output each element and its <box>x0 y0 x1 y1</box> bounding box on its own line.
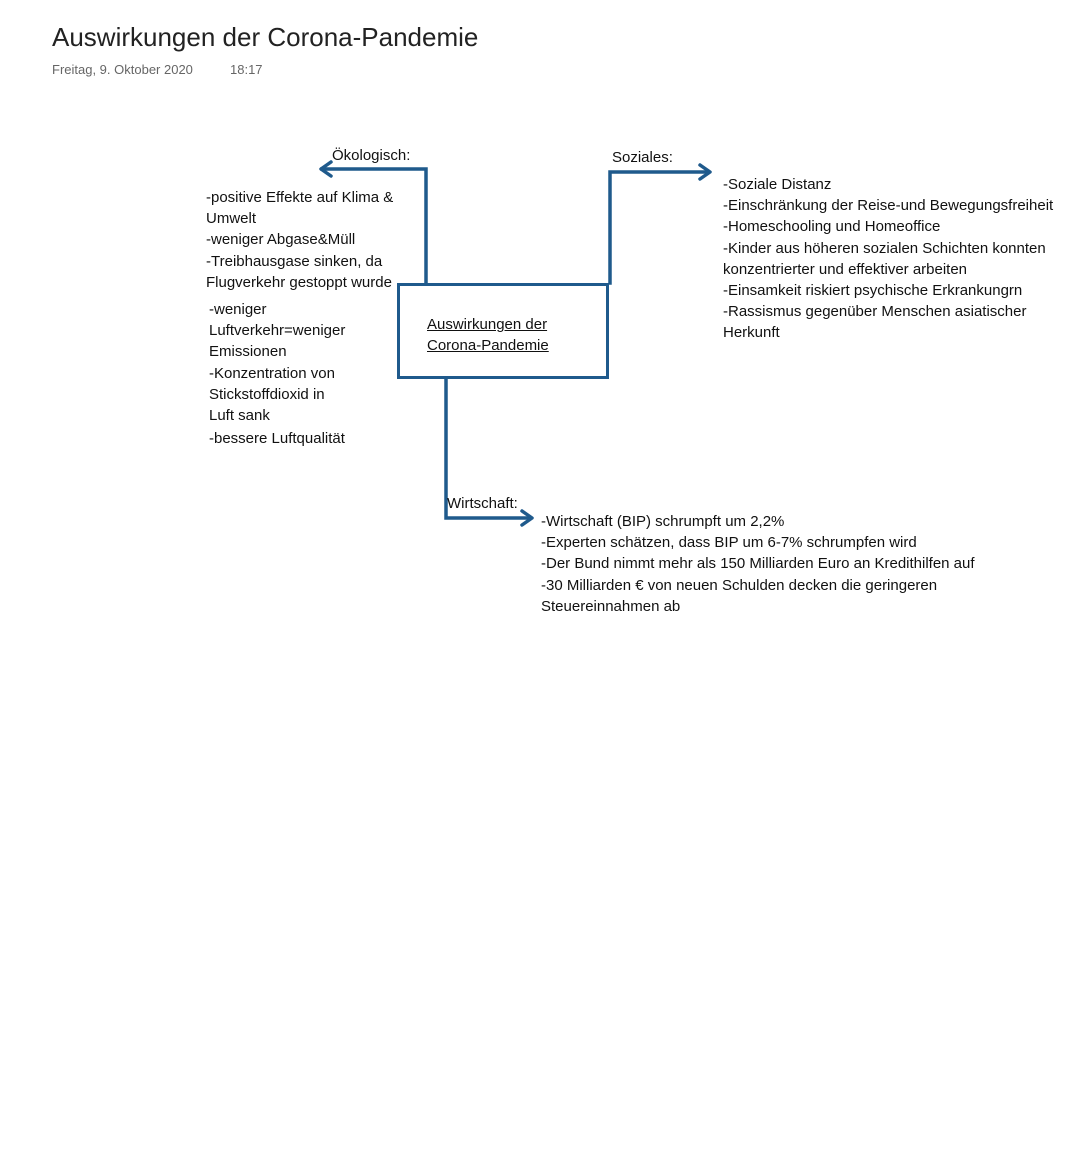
note-item: -positive Effekte auf Klima & Umwelt <box>206 189 394 228</box>
connector-soziales <box>610 172 708 283</box>
note-item: -Treibhausgase sinken, da Flugverkehr gestoppt wurde <box>206 252 392 291</box>
notes-wirtschaft <box>541 511 1041 617</box>
arrowhead-soziales <box>700 165 710 179</box>
page-date: Freitag, 9. Oktober 2020 <box>52 62 193 77</box>
page-time: 18:17 <box>230 62 263 77</box>
note-item: -Der Bund nimmt mehr als 150 Milliarden Euro an Kredithilfen auf <box>541 555 975 573</box>
center-node <box>397 283 609 379</box>
note-item: -Experten schätzen, dass BIP um 6-7% schrumpfen wird <box>541 534 917 552</box>
arrowhead-oekologisch <box>321 162 331 176</box>
label-wirtschaft: Wirtschaft: <box>447 495 518 512</box>
center-node-label: Auswirkungen der Corona-Pandemie <box>427 316 549 354</box>
note-item: -weniger Luftverkehr=weniger Emissionen <box>209 301 346 361</box>
note-item: -Konzentration von Stickstoffdioxid in Luft sank <box>209 364 335 425</box>
note-item: -Wirtschaft (BIP) schrumpft um 2,2% <box>541 513 785 530</box>
notes-oekologisch-b <box>209 299 349 449</box>
note-item: -Soziale Distanz <box>723 176 832 193</box>
notes-oekologisch-a <box>206 187 421 293</box>
page-title: Auswirkungen der Corona-Pandemie <box>52 22 479 52</box>
note-item: -Einschränkung der Reise-und Bewegungsfreiheit <box>723 197 1054 215</box>
notes-soziales <box>723 174 1073 344</box>
note-item: -Homeschooling und Homeoffice <box>723 218 941 236</box>
note-item: -weniger Abgase&Müll <box>206 231 356 249</box>
label-oekologisch: Ökologisch: <box>332 147 411 164</box>
note-item: -Rassismus gegenüber Menschen asiatischer Herkunft <box>723 303 1027 342</box>
note-item: -Einsamkeit riskiert psychische Erkrankungrn <box>723 282 1023 300</box>
note-item: -30 Milliarden € von neuen Schulden decken die geringeren Steuereinnahmen ab <box>541 576 938 615</box>
label-soziales: Soziales: <box>612 149 673 166</box>
arrowhead-wirtschaft <box>522 511 532 525</box>
note-item: -Kinder aus höheren sozialen Schichten konnten konzentrierter und effektiver arbeiten <box>723 239 1046 278</box>
note-item: -bessere Luftqualität <box>209 430 345 448</box>
